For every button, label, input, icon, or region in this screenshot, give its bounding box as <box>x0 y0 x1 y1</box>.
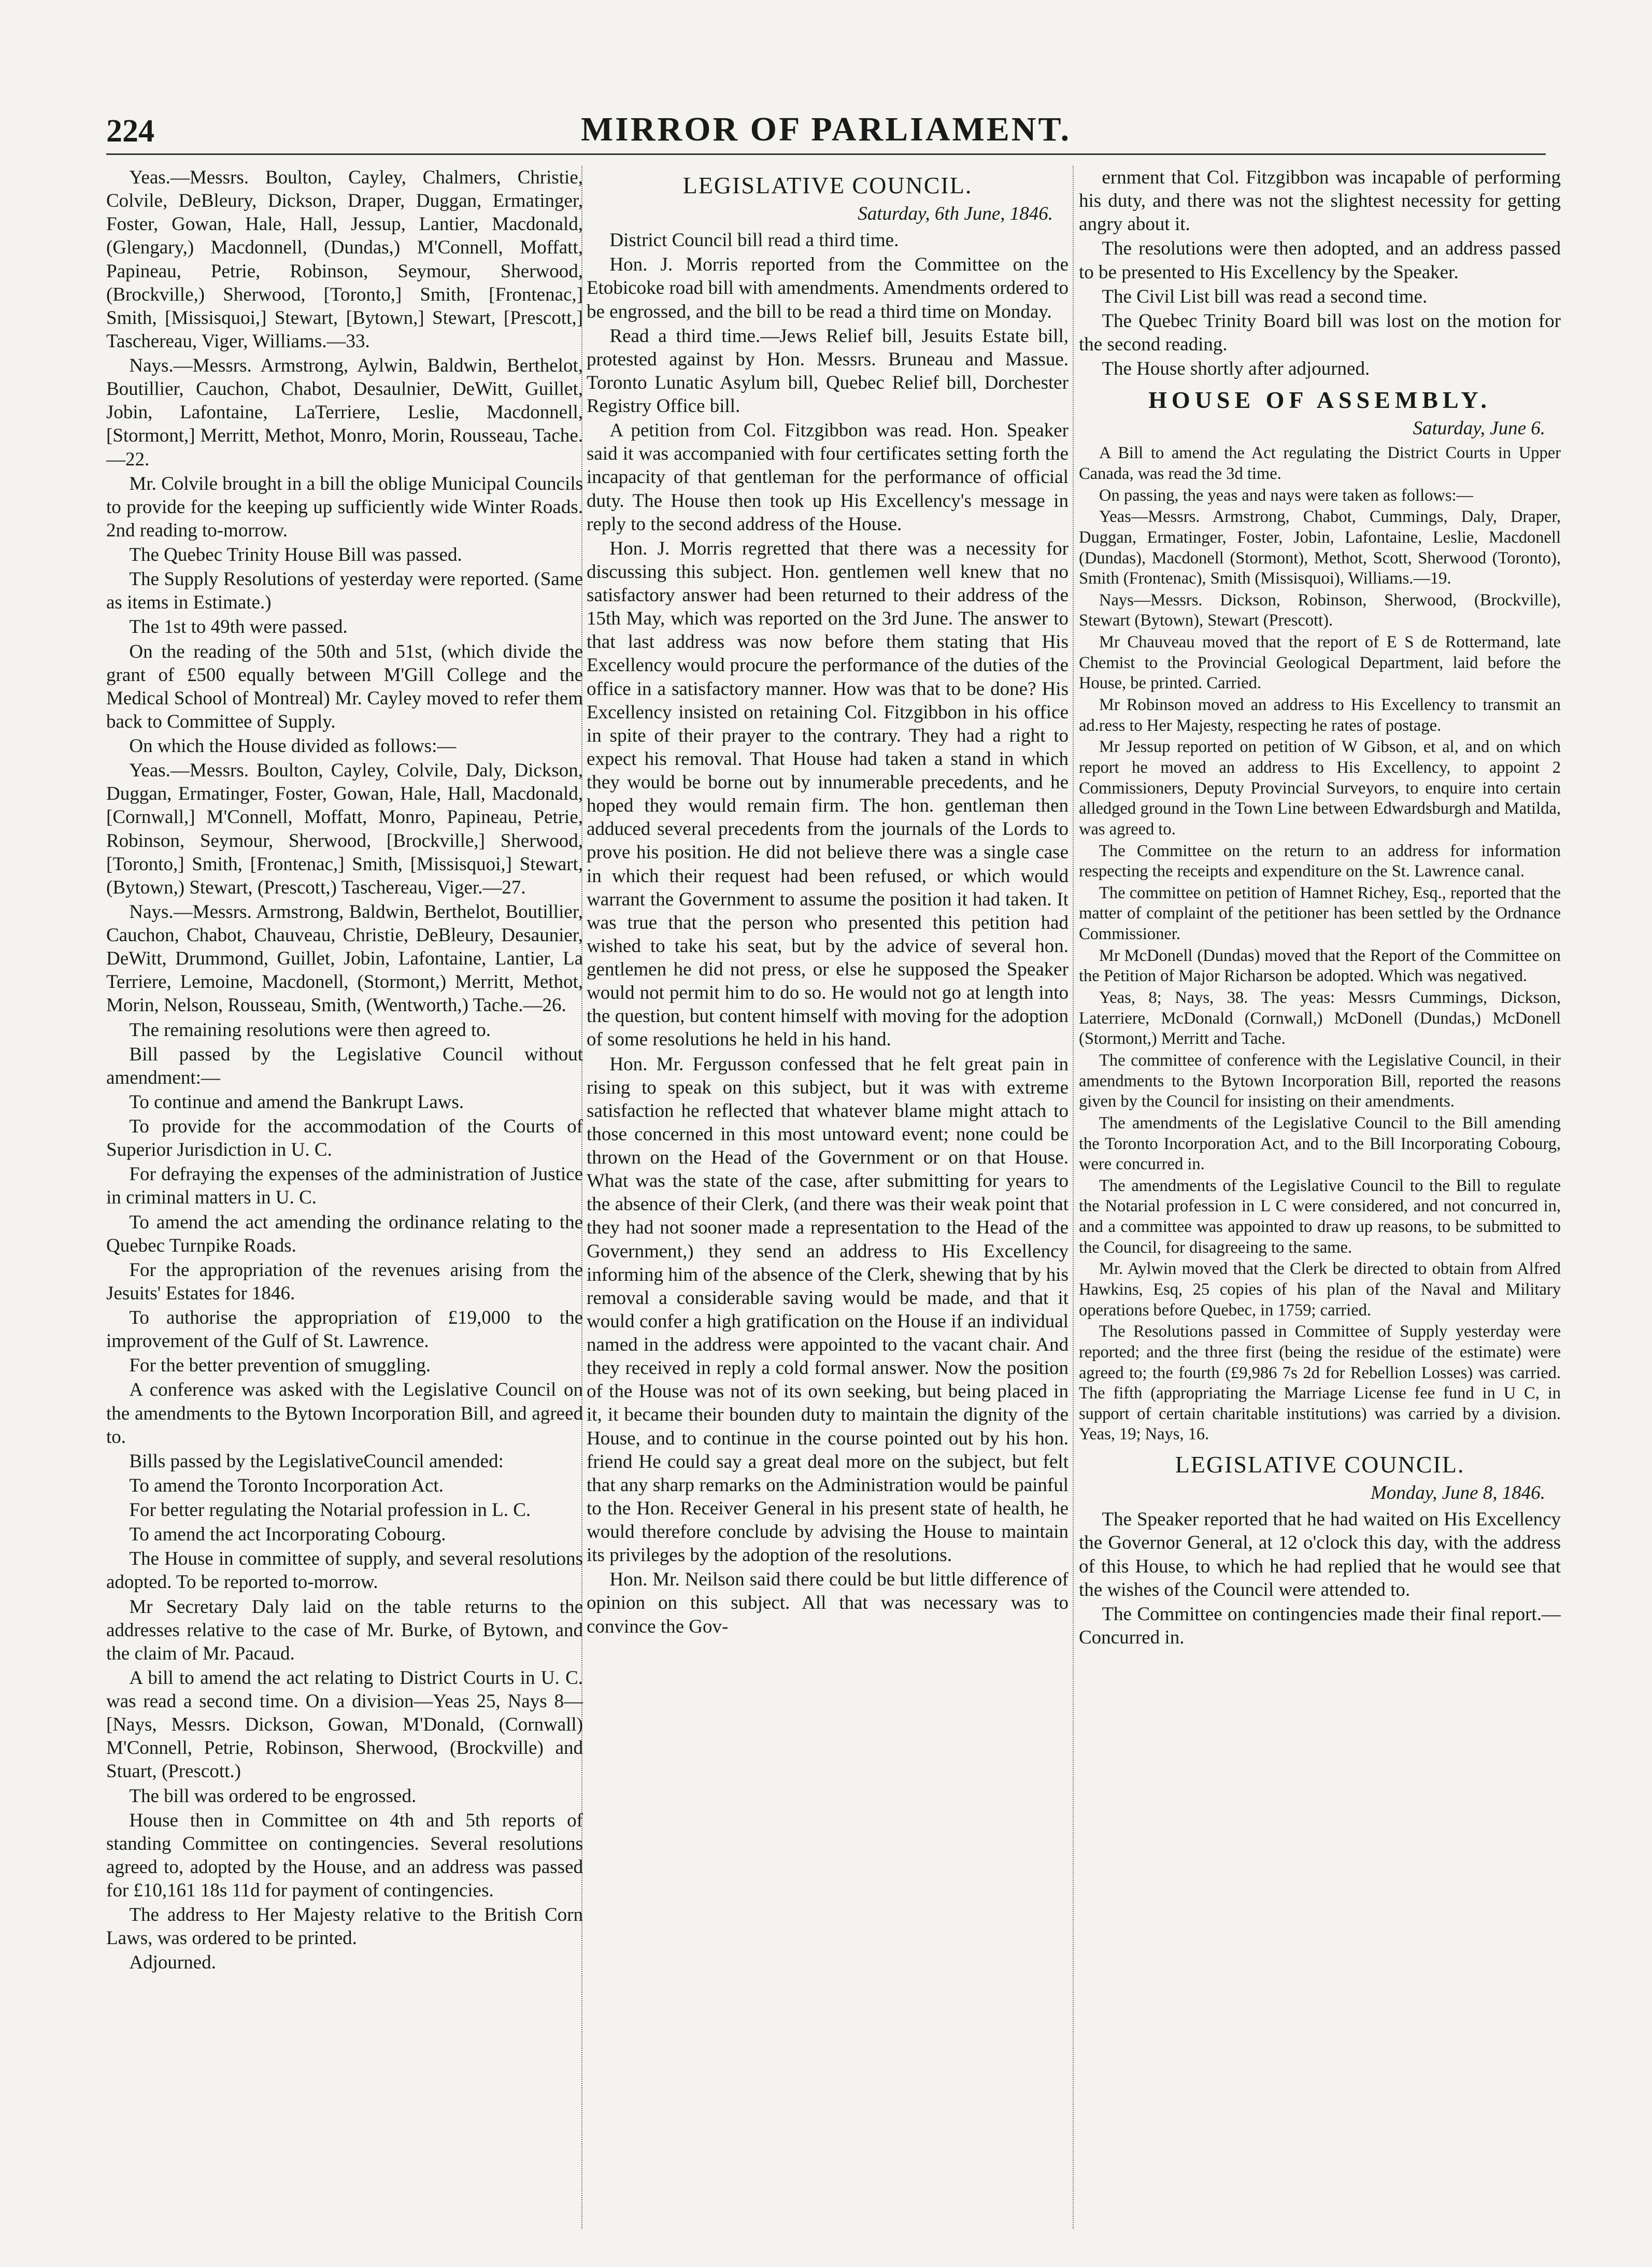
column-1 <box>106 166 583 2234</box>
paragraph: Nays—Messrs. Dickson, Robinson, Sherwood, (Brockville), Stewart (Bytown), Stewart (Prescott). <box>1079 590 1561 630</box>
dateline: Saturday, 6th June, 1846. <box>858 203 1053 225</box>
paragraph: The Committee on contingencies made their final report.—Concurred in. <box>1079 1603 1561 1648</box>
paragraph: Nays.—Messrs. Armstrong, Aylwin, Baldwin, Berthelot, Boutillier, Cauchon, Chabot, Desaulnier, DeWitt, Guillet, Jobin, Lafontaine, LaTerriere, Leslie, Macdonnell, [Stormont,] Merritt, Methot, Monro, Morin, Rousseau, Tache.—22. <box>106 355 583 470</box>
paragraph: For better regulating the Notarial profession in L. C. <box>129 1499 531 1521</box>
dateline: Saturday, June 6. <box>1413 418 1545 440</box>
paragraph: Mr. Colvile brought in a bill the oblige Municipal Councils to provide for the keeping up sufficiently wide Winter Roads. 2nd reading to-morrow. <box>106 473 583 541</box>
paragraph: The Supply Resolutions of yesterday were reported. (Same as items in Estimate.) <box>106 569 583 614</box>
paragraph: The 1st to 49th were passed. <box>129 616 348 638</box>
section-heading: LEGISLATIVE COUNCIL. <box>682 172 973 199</box>
paragraph: Hon. Mr. Neilson said there could be but little difference of opinion on this subject. All that was necessary was to convince the Gov- <box>587 1569 1069 1637</box>
paragraph: The Quebec Trinity Board bill was lost on the motion for the second reading. <box>1079 310 1561 355</box>
paragraph: A petition from Col. Fitzgibbon was read. Hon. Speaker said it was accompanied with four certificates setting forth the incapacity of that gentleman for the performance of official duty. The House then took up His Excellency's message in reply to the second address of the House. <box>587 420 1069 535</box>
paragraph: Yeas, 8; Nays, 38. The yeas: Messrs Cummings, Dickson, Laterriere, McDonald (Cornwall,) McDonell (Dundas,) McDonell (Stormont,) Merritt and Tache. <box>1079 988 1561 1049</box>
paragraph: To amend the act Incorporating Cobourg. <box>129 1524 446 1546</box>
paragraph: The resolutions were then adopted, and an address passed to be presented to His Excellency by the Speaker. <box>1079 238 1561 283</box>
paragraph: For the appropriation of the revenues arising from the Jesuits' Estates for 1846. <box>106 1259 583 1304</box>
paragraph: ernment that Col. Fitzgibbon was incapable of performing his duty, and there was not the slightest necessity for getting angry about it. <box>1079 167 1561 235</box>
paragraph: Mr Robinson moved an address to His Excellency to transmit an ad.ress to Her Majesty, respecting he rates of postage. <box>1079 696 1561 735</box>
paragraph: House then in Committee on 4th and 5th reports of standing Committee on contingencies. Several resolutions agreed to, adopted by the House, and an address was passed for £10,161 18s 11d for payment of contingencies. <box>106 1809 583 1901</box>
paragraph: The House shortly after adjourned. <box>1102 358 1370 379</box>
paragraph: To amend the act amending the ordinance relating to the Quebec Turnpike Roads. <box>106 1211 583 1256</box>
paragraph: Mr McDonell (Dundas) moved that the Report of the Committee on the Petition of Major Richarson be adopted. Which was negatived. <box>1079 946 1561 986</box>
paragraph: For the better prevention of smuggling. <box>129 1355 431 1377</box>
paragraph: Bill passed by the Legislative Council without amendment:— <box>106 1043 583 1088</box>
paragraph: The Quebec Trinity House Bill was passed. <box>129 544 462 565</box>
paragraph: The remaining resolutions were then agreed to. <box>129 1019 491 1041</box>
paragraph: Mr. Aylwin moved that the Clerk be directed to obtain from Alfred Hawkins, Esq, 25 copies of his plan of the Naval and Military operations before Quebec, in 1759; carried. <box>1079 1259 1561 1320</box>
section-heading: HOUSE OF ASSEMBLY. <box>1148 387 1491 414</box>
paragraph: Nays.—Messrs. Armstrong, Baldwin, Berthelot, Boutillier, Cauchon, Chabot, Chauveau, Christie, DeBleury, Desaunier, DeWitt, Drummond, Guillet, Jobin, Lafontaine, Lantier, La Terriere, Lemoine, Macdonell, (Stormont,) Merritt, Methot, Morin, Nelson, Rousseau, Smith, (Wentworth,) Tache.—26. <box>106 901 583 1016</box>
paragraph: On which the House divided as follows:— <box>129 735 457 757</box>
paragraph: The Speaker reported that he had waited on His Excellency the Governor General, at 12 o'clock this day, with the address of this House, to which he had replied that he would see that the wishes of the Council were attended to. <box>1079 1509 1561 1600</box>
paragraph: The Resolutions passed in Committee of Supply yesterday were reported; and the three first (being the residue of the estimate) were agreed to; the fourth (£9,986 7s 2d for Rebellion Losses) was carried. The fifth (appropriating the Marriage License fee fund in U C, in support of certain charitable institutions) was carried by a division. Yeas, 19; Nays, 16. <box>1079 1322 1561 1444</box>
paragraph: Read a third time.—Jews Relief bill, Jesuits Estate bill, protested against by Hon. Messrs. Bruneau and Massue. Toronto Lunatic Asylum bill, Quebec Relief bill, Dorchester Registry Office bill. <box>587 325 1069 417</box>
paragraph: Hon. Mr. Fergusson confessed that he felt great pain in rising to speak on this subject, but it was with extreme satisfaction he reflected that whatever blame might attach to those concerned in this most untoward event; none could be thrown on the Head of the Government or on that House. What was the state of the case, after submitting for years to the absence of their Clerk, (and there was their weak point that they had not sooner made a representation to the Head of the Government,) they send an address to His Excellency informing him of the absence of the Clerk, shewing that by his removal a considerable saving would be made, and that it would confer a high gratification on the House if an individual named in the address were appointed to the vacant chair. And they received in reply a cold formal answer. Now the position of the House was not of its own seeking, but being placed in it, it became their bounden duty to maintain the dignity of the House, and to continue in the course pointed out by his hon. friend He could say a great deal more on the subject, but felt that any sharp remarks on the Administration would be painful to the Hon. Receiver General in his present state of health, he would therefore conclude by advising the House to maintain its privileges by the adoption of the resolutions. <box>587 1053 1069 1566</box>
paragraph: Hon. J. Morris regretted that there was a necessity for discussing this subject. Hon. gentlemen well knew that no satisfactory answer had been returned to their address of the 15th May, which was reported on the 3rd June. The answer to that last address was now before them stating that His Excellency would procure the performance of the duties of the office in a satisfactory manner. How was that to be done? His Excellency insisted on retaining Col. Fitzgibbon in his office in spite of their prayer to the contrary. They had a right to expect his removal. That House had taken a stand in which they would be borne out by innumerable precedents, and he hoped they would remain firm. The hon. gentleman then adduced several precedents from the journals of the Lords to prove his position. He did not believe there was a single case in which their request had been refused, or which would warrant the Government to assume the position it had taken. It was true that the person who presented this petition had wished to take his seat, but by the advice of several hon. gentlemen he did not press, or else he supposed the Speaker would not permit him to do so. He would not go at length into the question, but content himself with moving for the adoption of some resolutions he held in his hand. <box>587 537 1069 1051</box>
column-2 <box>587 166 1069 2234</box>
paragraph: The House in committee of supply, and several resolutions adopted. To be reported to-morrow. <box>106 1548 583 1593</box>
paragraph: The address to Her Majesty relative to the British Corn Laws, was ordered to be printed. <box>106 1904 583 1949</box>
paragraph: Yeas.—Messrs. Boulton, Cayley, Colvile, Daly, Dickson, Duggan, Ermatinger, Foster, Gowan, Hale, Hall, Macdonald, [Cornwall,] M'Connell, Moffatt, Monro, Papineau, Petrie, Robinson, Seymour, Sherwood, [Brockville,] Sherwood, [Toronto,] Smith, [Frontenac,] Smith, [Missisquoi,] Stewart, (Bytown,) Stewart, (Prescott,) Taschereau, Viger.—27. <box>106 760 583 898</box>
paragraph: Hon. J. Morris reported from the Committee on the Etobicoke road bill with amendments. Amendments ordered to be engrossed, and the bill to be read a third time on Monday. <box>587 254 1069 322</box>
paragraph: For defraying the expenses of the administration of Justice in criminal matters in U. C. <box>106 1164 583 1209</box>
paragraph: The committee on petition of Hamnet Richey, Esq., reported that the matter of complaint of the petitioner has been settled by the Ordnance Commissioner. <box>1079 883 1561 944</box>
paragraph: The amendments of the Legislative Council to the Bill amending the Toronto Incorporation Act, and to the Bill Incorporating Cobourg, were concurred in. <box>1079 1113 1561 1174</box>
paragraph: Adjourned. <box>129 1952 216 1974</box>
paragraph: The amendments of the Legislative Council to the Bill to regulate the Notarial profession in L C were considered, and not concurred in, and a committee was appointed to draw up reasons, to be submitted to the Council, for disagreeing to the same. <box>1079 1176 1561 1257</box>
page-number: 224 <box>106 114 154 149</box>
paragraph: On the reading of the 50th and 51st, (which divide the grant of £500 equally between M'Gill College and the Medical School of Montreal) Mr. Cayley moved to refer them back to Committee of Supply. <box>106 641 583 732</box>
paragraph: On passing, the yeas and nays were taken as follows:— <box>1099 486 1474 505</box>
paragraph: To amend the Toronto Incorporation Act. <box>129 1475 444 1496</box>
assembly-proceedings <box>1079 443 1561 1445</box>
paragraph: To provide for the accommodation of the Courts of Superior Jurisdiction in U. C. <box>106 1116 583 1161</box>
paragraph: To authorise the appropriation of £19,000 to the improvement of the Gulf of St. Lawrence. <box>106 1307 583 1352</box>
paragraph: Mr Jessup reported on petition of W Gibson, et al, and on which report he moved an address to His Excellency, to appoint 2 Commissioners, Deputy Provincial Surveyors, to enquire into certain alledged ground in the Town Line between Edwardsburgh and Matilda, was agreed to. <box>1079 738 1561 839</box>
paragraph: Yeas—Messrs. Armstrong, Chabot, Cummings, Daly, Draper, Duggan, Ermatinger, Foster, Jobin, Lafontaine, Leslie, Macdonell (Dundas), Macdonell (Stormont), Methot, Scott, Sherwood (Toronto), Smith (Frontenac), Smith (Missisquoi), Williams.—19. <box>1079 507 1561 588</box>
paragraph: The committee of conference with the Legislative Council, in their amendments to the Bytown Incorporation Bill, reported the reasons given by the Council for insisting on their amendments. <box>1079 1051 1561 1111</box>
running-head: MIRROR OF PARLIAMENT. <box>580 110 1072 148</box>
paragraph: A conference was asked with the Legislative Council on the amendments to the Bytown Incorporation Bill, and agreed to. <box>106 1379 583 1448</box>
paragraph: The bill was ordered to be engrossed. <box>129 1785 417 1807</box>
paragraph: The Civil List bill was read a second time. <box>1102 286 1428 307</box>
paragraph: Bills passed by the LegislativeCouncil amended: <box>129 1450 504 1472</box>
column-divider-2 <box>1073 166 1074 2229</box>
paragraph: Yeas.—Messrs. Boulton, Cayley, Chalmers, Christie, Colvile, DeBleury, Dickson, Draper, Duggan, Ermatinger, Foster, Gowan, Hale, Hall, Jessup, Lantier, Macdonald, (Glengary,) Macdonnell, (Dundas,) M'Connell, Moffatt, Papineau, Petrie, Robinson, Seymour, Sherwood, (Brockville,) Sherwood, [Toronto,] Smith, [Frontenac,] Smith, [Missisquoi,] Stewart, [Bytown,] Stewart, [Prescott,] Taschereau, Viger, Williams.—33. <box>106 167 583 352</box>
paragraph: Mr Chauveau moved that the report of E S de Rottermand, late Chemist to the Provincial Geological Department, laid before the House, be printed. Carried. <box>1079 633 1561 693</box>
column-3 <box>1079 166 1561 2234</box>
paragraph: A Bill to amend the Act regulating the District Courts in Upper Canada, was read the 3d time. <box>1079 444 1561 483</box>
section-heading: LEGISLATIVE COUNCIL. <box>1175 1451 1465 1478</box>
paragraph: Mr Secretary Daly laid on the table returns to the addresses relative to the case of Mr. Burke, of Bytown, and the claim of Mr. Pacaud. <box>106 1596 583 1664</box>
header-rule <box>106 153 1546 155</box>
paragraph: District Council bill read a third time. <box>609 230 899 251</box>
paragraph: To continue and amend the Bankrupt Laws. <box>129 1091 464 1113</box>
paragraph: The Committee on the return to an address for information respecting the receipts and expenditure on the St. Lawrence canal. <box>1079 841 1561 881</box>
paragraph: A bill to amend the act relating to District Courts in U. C. was read a second time. On a division—Yeas 25, Nays 8—[Nays, Messrs. Dickson, Gowan, M'Donald, (Cornwall) M'Connell, Petrie, Robinson, Sherwood, (Brockville) and Stuart, (Prescott.) <box>106 1667 583 1782</box>
dateline: Monday, June 8, 1846. <box>1370 1482 1545 1504</box>
